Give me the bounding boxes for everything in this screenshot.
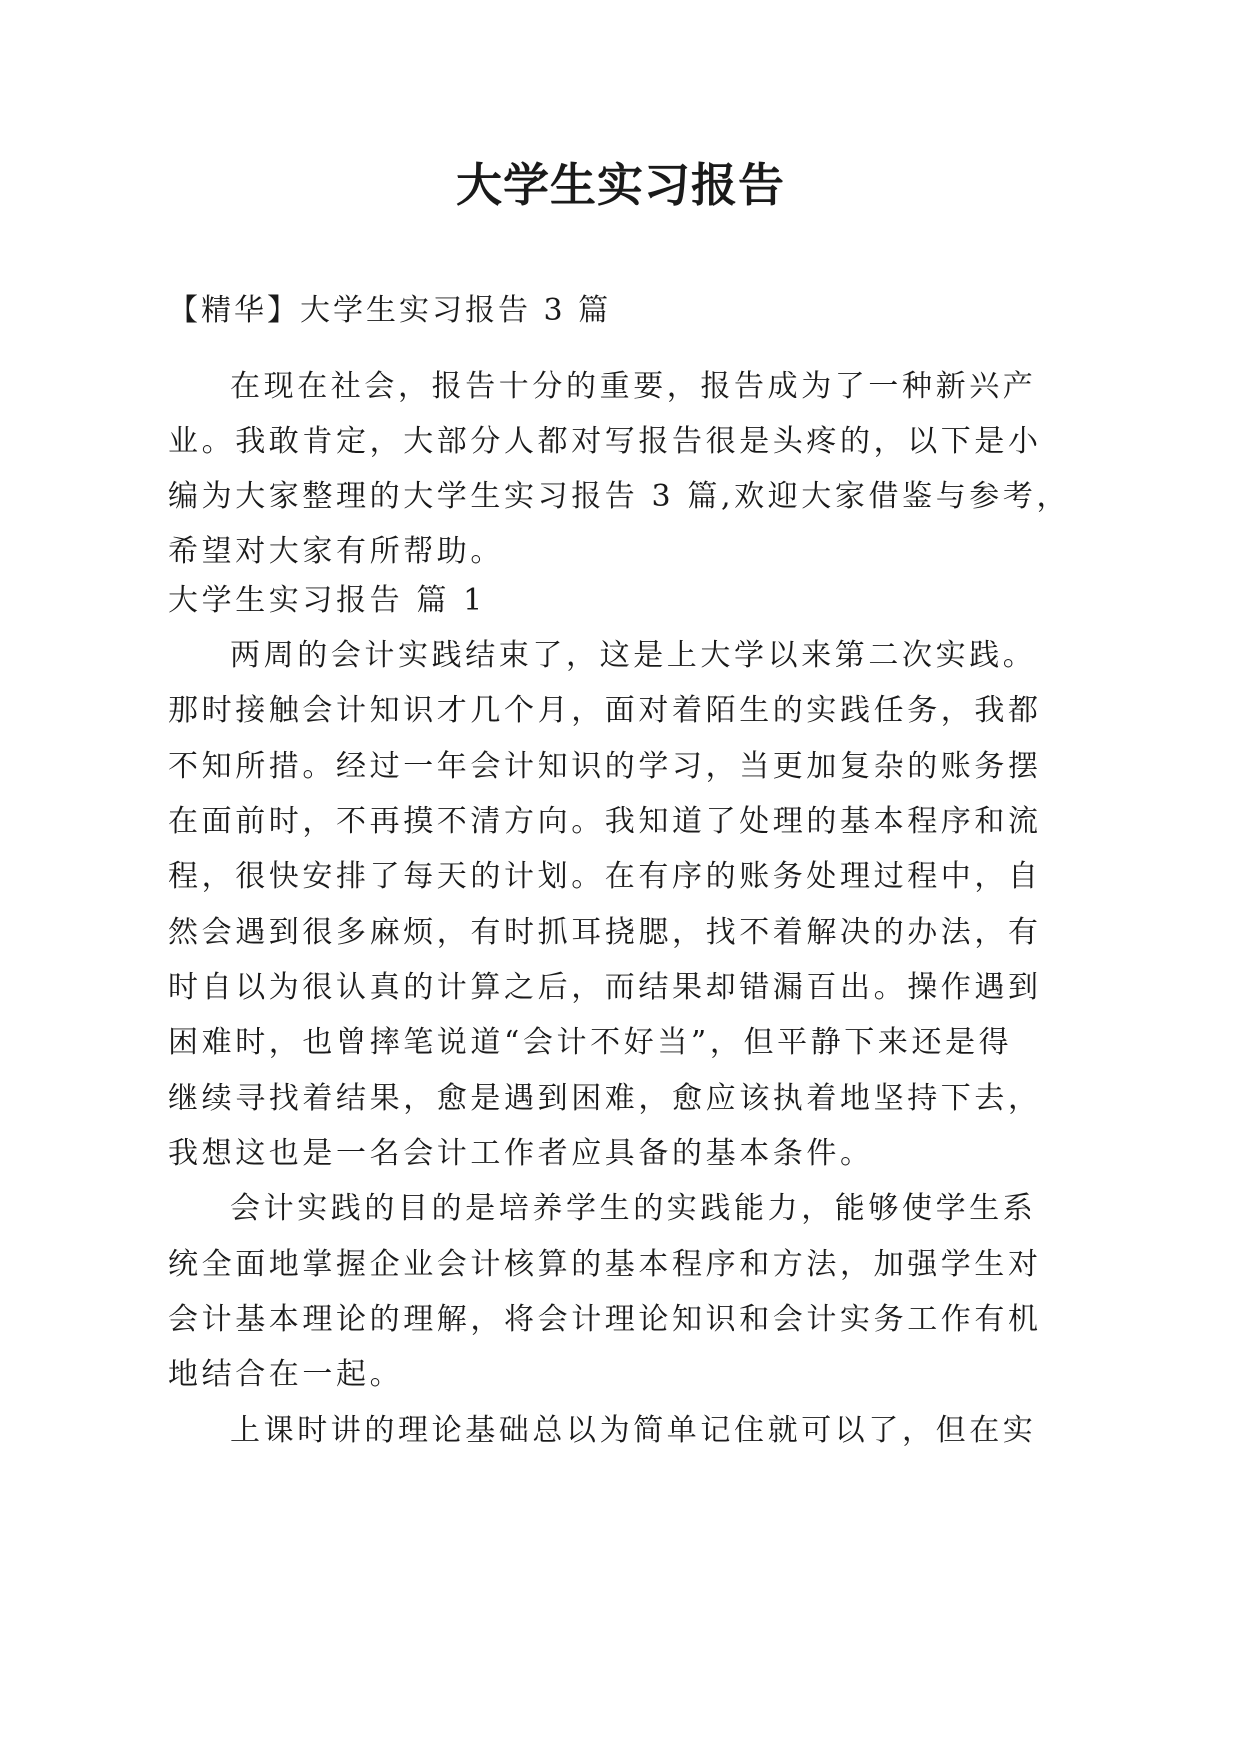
paragraph-line: 地结合在一起。 <box>168 1357 404 1392</box>
paragraph-line: 然会遇到很多麻烦，有时抓耳挠腮，找不着解决的办法，有 <box>168 915 1042 950</box>
paragraph-line: 继续寻找着结果，愈是遇到困难，愈应该执着地坚持下去， <box>168 1081 1042 1116</box>
paragraph-line: 不知所措。经过一年会计知识的学习，当更加复杂的账务摆 <box>168 749 1042 784</box>
paragraph-line: 在现在社会，报告十分的重要，报告成为了一种新兴产 <box>230 369 1037 404</box>
section-heading: 大学生实习报告 篇 1 <box>168 583 486 618</box>
paragraph-line: 我想这也是一名会计工作者应具备的基本条件。 <box>168 1136 874 1171</box>
paragraph-line: 那时接触会计知识才几个月，面对着陌生的实践任务，我都 <box>168 693 1042 728</box>
paragraph-line: 困难时，也曾摔笔说道“会计不好当”，但平静下来还是得 <box>168 1025 1013 1060</box>
paragraph-line: 上课时讲的理论基础总以为简单记住就可以了，但在实 <box>230 1413 1037 1448</box>
paragraph-line: 编为大家整理的大学生实习报告 3 篇,欢迎大家借鉴与参考， <box>168 479 1071 514</box>
paragraph-line: 希望对大家有所帮助。 <box>168 534 504 569</box>
paragraph-line: 两周的会计实践结束了，这是上大学以来第二次实践。 <box>230 638 1037 673</box>
paragraph-line: 统全面地掌握企业会计核算的基本程序和方法，加强学生对 <box>168 1247 1042 1282</box>
paragraph-line: 在面前时，不再摸不清方向。我知道了处理的基本程序和流 <box>168 804 1042 839</box>
paragraph-line: 时自以为很认真的计算之后，而结果却错漏百出。操作遇到 <box>168 970 1042 1005</box>
paragraph-line: 会计基本理论的理解，将会计理论知识和会计实务工作有机 <box>168 1302 1042 1337</box>
paragraph-line: 会计实践的目的是培养学生的实践能力，能够使学生系 <box>230 1191 1037 1226</box>
paragraph-line: 程，很快安排了每天的计划。在有序的账务处理过程中，自 <box>168 859 1042 894</box>
page-title: 大学生实习报告 <box>456 158 785 212</box>
document-subtitle: 【精华】大学生实习报告 3 篇 <box>168 293 612 328</box>
paragraph-line: 业。我敢肯定，大部分人都对写报告很是头疼的，以下是小 <box>168 424 1042 459</box>
